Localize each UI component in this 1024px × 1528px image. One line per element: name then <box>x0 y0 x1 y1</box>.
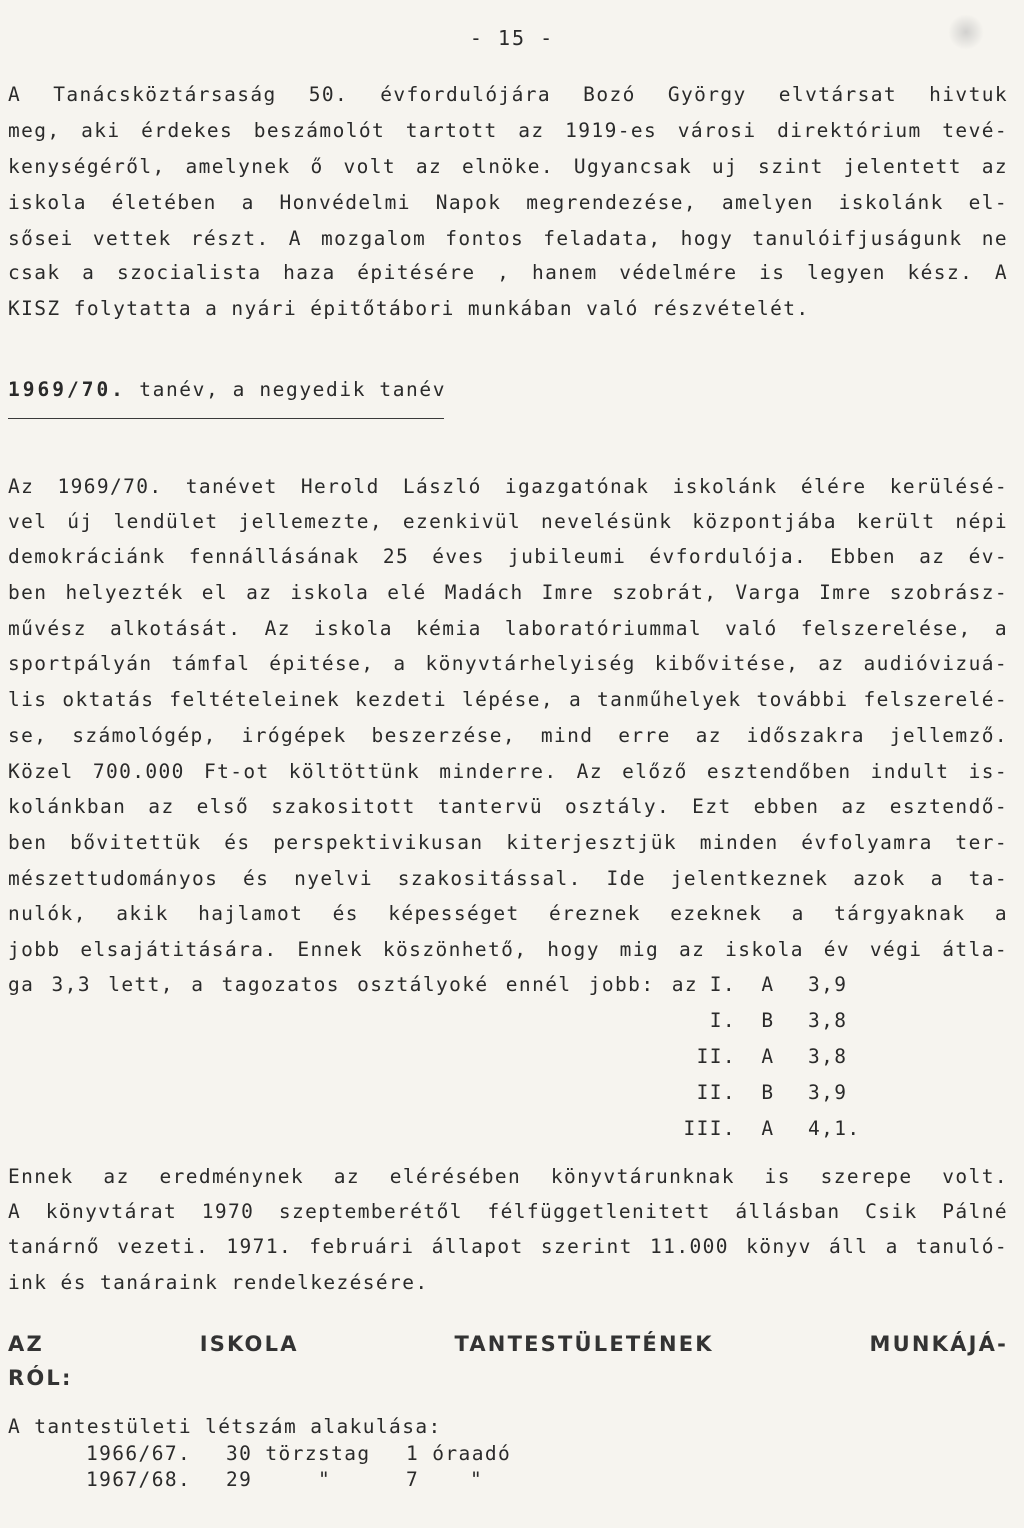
body-line: vel új lendület jellemezte, ezenkivül nevelésünk központjába került népi <box>8 510 1008 533</box>
grade-level: III. <box>683 1117 736 1140</box>
grade-average: 3,8 <box>808 1045 848 1068</box>
intro-line: meg, aki érdekes beszámolót tartott az 1919-es városi direktórium tevé- <box>8 119 1008 142</box>
library-line: tanárnő vezeti. 1971. februári állapot szerint 11.000 könyv áll a tanuló- <box>8 1235 1008 1258</box>
body-line: sportpályán támfal épitése, a könyvtárhelyiség kibővitése, az audióvizuá- <box>8 652 1008 675</box>
intro-line: kenységéről, amelynek ő volt az elnöke. Ugyancsak uj szint jelentett az <box>8 155 1008 178</box>
body-line: demokráciánk fennállásának 25 éves jubileumi évfordulója. Ebben az év- <box>8 545 1008 568</box>
staff-section-title-cont: RÓL: <box>8 1366 73 1390</box>
body-line: lis oktatás feltételeinek kezdeti lépése, a tanműhelyek további felszerelé- <box>8 688 1008 711</box>
staff-full-count: 29 <box>226 1468 253 1491</box>
intro-line: csak a szocialista haza épitésére , hanem védelmére is legyen kész. A <box>8 261 1008 284</box>
body-line: ben bővitettük és perspektivikusan kiterjesztjük minden évfolyamra ter- <box>8 831 1008 854</box>
grades-intro: ga 3,3 lett, a tagozatos osztályoké ennél jobb: az <box>8 973 698 996</box>
ditto-mark: " <box>318 1468 332 1491</box>
body-line: nulók, akik hajlamot és képességet éreznek ezeknek a tárgyaknak a <box>8 902 1008 925</box>
library-line: Ennek az eredménynek az elérésében könyvtárunknak is szerepe volt. <box>8 1165 1008 1188</box>
intro-line: KISZ folytatta a nyári épitőtábori munkában való részvételét. <box>8 297 810 320</box>
grade-level: II. <box>696 1045 736 1068</box>
grade-level: I. <box>709 973 736 996</box>
grade-section: B <box>761 1081 775 1104</box>
staff-full-count: 30 törzstag <box>226 1442 371 1465</box>
staff-year: 1967/68. <box>86 1468 192 1491</box>
intro-line: iskola életében a Honvédelmi Napok megrendezése, amelyen iskolánk el- <box>8 191 1008 214</box>
intro-line: A Tanácsköztársaság 50. évfordulójára Bozó György elvtársat hivtuk <box>8 83 1008 106</box>
library-line: A könyvtárat 1970 szeptemberétől félfüggetlenitett állásban Csik Pálné <box>8 1200 1008 1223</box>
grade-average: 3,9 <box>808 973 848 996</box>
page-number: - 15 - <box>469 26 555 50</box>
body-line: jobb elsajátitására. Ennek köszönhető, hogy mig az iskola év végi átla- <box>8 938 1008 961</box>
body-line: mészettudományos és nyelvi szakositással. Ide jelentkeznek azok a ta- <box>8 867 1008 890</box>
library-line: ink és tanáraink rendelkezésére. <box>8 1271 429 1294</box>
intro-line: sősei vettek részt. A mozgalom fontos feladata, hogy tanulóifjuságunk ne <box>8 227 1008 250</box>
grade-section: B <box>761 1009 775 1032</box>
grade-section: A <box>761 1045 775 1068</box>
section-heading <box>8 378 446 401</box>
grade-average: 3,9 <box>808 1081 848 1104</box>
body-line: se, számológép, irógépek beszerzése, mind erre az időszakra jellemző. <box>8 724 1008 747</box>
staff-year: 1966/67. <box>86 1442 192 1465</box>
body-line: Az 1969/70. tanévet Herold László igazgatónak iskolánk élére kerülésé- <box>8 475 1008 498</box>
grade-average: 3,8 <box>808 1009 848 1032</box>
staff-part-count: 1 óraadó <box>406 1442 512 1465</box>
grade-average: 4,1. <box>808 1117 861 1140</box>
section-heading-year: 1969/70. <box>8 378 126 401</box>
staff-section-title: AZ ISKOLA TANTESTÜLETÉNEK MUNKÁJÁ- <box>8 1332 1008 1356</box>
body-line: kolánkban az első szakositott tantervü osztály. Ezt ebben az esztendő- <box>8 795 1008 818</box>
grade-level: I. <box>709 1009 736 1032</box>
grade-section: A <box>761 1117 775 1140</box>
heading-underline <box>8 418 444 419</box>
grade-section: A <box>761 973 775 996</box>
body-line: ben helyezték el az iskola elé Madách Imre szobrát, Varga Imre szobrász- <box>8 581 1008 604</box>
section-heading-text: tanév, a negyedik tanév <box>125 378 447 401</box>
body-line: művész alkotását. Az iskola kémia laboratóriummal való felszerelése, a <box>8 617 1008 640</box>
body-line: Közel 700.000 Ft-ot költöttünk minderre. Az előző esztendőben indult is- <box>8 760 1008 783</box>
staff-subtitle: A tantestületi létszám alakulása: <box>8 1415 442 1438</box>
ditto-mark: " <box>470 1468 484 1491</box>
staff-part-count: 7 <box>406 1468 420 1491</box>
grade-level: II. <box>696 1081 736 1104</box>
